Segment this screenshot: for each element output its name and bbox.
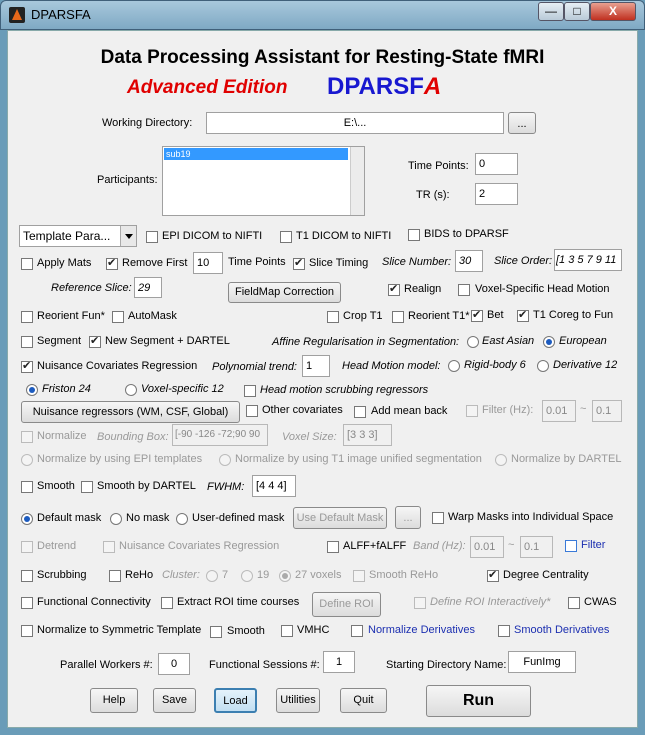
mask-browse-button[interactable]: ...	[395, 506, 421, 529]
help-button[interactable]: Help	[90, 688, 138, 713]
participants-label: Participants:	[97, 174, 158, 186]
epi-dicom-label: EPI DICOM to NIFTI	[162, 230, 263, 242]
crop-t1-label: Crop T1	[343, 310, 383, 322]
participant-item[interactable]: sub19	[164, 148, 348, 160]
european-radio[interactable]	[543, 336, 555, 348]
app-title: Data Processing Assistant for Resting-State fMRI	[100, 47, 545, 68]
smooth-derivatives-label: Smooth Derivatives	[514, 624, 610, 636]
save-button[interactable]: Save	[153, 688, 196, 713]
alff-checkbox[interactable]	[327, 541, 339, 553]
normalize-symmetric-label: Normalize to Symmetric Template	[37, 624, 202, 636]
cluster-label: Cluster:	[162, 569, 200, 581]
functional-sessions-label: Functional Sessions #:	[209, 659, 320, 671]
european-label: European	[559, 335, 607, 347]
time-points-input[interactable]: 0	[475, 153, 518, 175]
working-dir-input[interactable]: E:\...	[206, 112, 504, 134]
extract-roi-checkbox[interactable]	[161, 597, 173, 609]
smooth-derivatives-checkbox[interactable]	[498, 625, 510, 637]
add-mean-back-label: Add mean back	[371, 405, 448, 417]
normalize-epi-label: Normalize by using EPI templates	[37, 453, 203, 465]
bounding-box-input[interactable]: [-90 -126 -72;90 90	[172, 424, 268, 446]
reho-checkbox[interactable]	[109, 570, 121, 582]
warp-masks-label: Warp Masks into Individual Space	[448, 511, 614, 523]
quit-button[interactable]: Quit	[340, 688, 387, 713]
brand-text: DPARSF	[327, 73, 424, 100]
polynomial-trend-label: Polynomial trend:	[212, 361, 297, 373]
band-tilde: ~	[508, 539, 515, 551]
fieldmap-correction-button[interactable]: FieldMap Correction	[228, 282, 341, 303]
add-mean-back-checkbox[interactable]	[354, 406, 366, 418]
cluster-27-radio[interactable]	[279, 570, 291, 582]
remove-first-label: Remove First	[122, 257, 188, 269]
bet-label: Bet	[487, 309, 504, 321]
alff-filter-checkbox[interactable]	[565, 540, 577, 552]
t1-dicom-label: T1 DICOM to NIFTI	[296, 230, 392, 242]
functional-connectivity-label: Functional Connectivity	[37, 596, 151, 608]
warp-masks-checkbox[interactable]	[432, 512, 444, 524]
cluster-7-radio[interactable]	[206, 570, 218, 582]
vmhc-smooth-label: Smooth	[227, 625, 265, 637]
utilities-button[interactable]: Utilities	[276, 688, 320, 713]
scrubbing-regressors-checkbox[interactable]	[244, 385, 256, 397]
close-button[interactable]: X	[590, 2, 636, 21]
nuisance-regression-2-checkbox[interactable]	[103, 541, 115, 553]
cwas-label: CWAS	[584, 596, 617, 608]
voxel-size-label: Voxel Size:	[282, 431, 337, 443]
functional-sessions-input[interactable]: 1	[323, 651, 355, 673]
cwas-checkbox[interactable]	[568, 597, 580, 609]
t1-coreg-label: T1 Coreg to Fun	[533, 309, 614, 321]
use-default-mask-button[interactable]: Use Default Mask	[293, 507, 387, 529]
normalize-label: Normalize	[37, 430, 87, 442]
slice-timing-label: Slice Timing	[309, 257, 369, 269]
fwhm-input[interactable]: [4 4 4]	[252, 475, 296, 497]
epi-dicom-checkbox[interactable]	[146, 231, 158, 243]
nuisance-regression-checkbox[interactable]	[21, 361, 33, 373]
detrend-checkbox[interactable]	[21, 541, 33, 553]
time-points-unit-label: Time Points	[228, 256, 286, 268]
slice-number-input[interactable]: 30	[455, 250, 483, 272]
normalize-derivatives-label: Normalize Derivatives	[368, 624, 475, 636]
participants-list[interactable]	[162, 146, 365, 216]
parallel-workers-input[interactable]: 0	[158, 653, 190, 675]
slice-number-label: Slice Number:	[382, 256, 452, 268]
define-roi-interactively-label: Define ROI Interactively*	[430, 596, 551, 608]
smooth-reho-label: Smooth ReHo	[369, 569, 439, 581]
new-segment-dartel-checkbox[interactable]	[89, 336, 101, 348]
edition-label: Advanced Edition	[127, 77, 288, 98]
voxel-size-input[interactable]: [3 3 3]	[343, 424, 392, 446]
define-roi-button[interactable]: Define ROI	[312, 592, 381, 617]
filter-label: Filter (Hz):	[482, 404, 534, 416]
smooth-label: Smooth	[37, 480, 75, 492]
automask-checkbox[interactable]	[112, 311, 124, 323]
reference-slice-label: Reference Slice:	[51, 282, 132, 294]
normalize-dartel-radio[interactable]	[495, 454, 507, 466]
define-roi-interactively-checkbox[interactable]	[414, 597, 426, 609]
derivative-radio[interactable]	[537, 360, 549, 372]
band-high-input[interactable]: 0.1	[520, 536, 553, 558]
bet-checkbox[interactable]	[471, 310, 483, 322]
filter-tilde: ~	[580, 403, 587, 415]
other-covariates-checkbox[interactable]	[246, 405, 258, 417]
no-mask-radio[interactable]	[110, 513, 122, 525]
fwhm-label: FWHM:	[207, 481, 245, 493]
normalize-t1-label: Normalize by using T1 image unified segmentation	[235, 453, 482, 465]
reorient-fun-checkbox[interactable]	[21, 311, 33, 323]
cluster-19-radio[interactable]	[241, 570, 253, 582]
nuisance-regressors-button[interactable]: Nuisance regressors (WM, CSF, Global)	[21, 401, 240, 423]
starting-dir-input[interactable]: FunImg	[508, 651, 576, 673]
run-button[interactable]: Run	[426, 685, 531, 717]
east-asian-radio[interactable]	[467, 336, 479, 348]
t1-dicom-checkbox[interactable]	[280, 231, 292, 243]
matlab-icon	[9, 7, 25, 23]
voxel-head-motion-checkbox[interactable]	[458, 284, 470, 296]
detrend-label: Detrend	[37, 540, 77, 552]
remove-first-checkbox[interactable]	[106, 258, 118, 270]
apply-mats-checkbox[interactable]	[21, 258, 33, 270]
normalize-symmetric-checkbox[interactable]	[21, 625, 33, 637]
brand-suffix: A	[423, 73, 442, 100]
normalize-epi-radio[interactable]	[21, 454, 33, 466]
slice-order-input[interactable]: [1 3 5 7 9 11	[554, 249, 622, 271]
friston-label: Friston 24	[42, 383, 91, 395]
user-mask-radio[interactable]	[176, 513, 188, 525]
cluster-7-label: 7	[222, 569, 229, 581]
cluster-27-label: 27 voxels	[295, 569, 342, 581]
nuisance-regression-label: Nuisance Covariates Regression	[37, 360, 198, 372]
reorient-t1-label: Reorient T1*	[408, 310, 470, 322]
other-covariates-label: Other covariates	[262, 404, 343, 416]
cluster-19-label: 19	[257, 569, 270, 581]
tr-input[interactable]: 2	[475, 183, 518, 205]
smooth-dartel-checkbox[interactable]	[81, 481, 93, 493]
derivative-label: Derivative 12	[553, 359, 618, 371]
crop-t1-checkbox[interactable]	[327, 311, 339, 323]
working-dir-label: Working Directory:	[102, 117, 193, 129]
smooth-dartel-label: Smooth by DARTEL	[97, 480, 196, 492]
normalize-derivatives-checkbox[interactable]	[351, 625, 363, 637]
bids-checkbox[interactable]	[408, 229, 420, 241]
user-mask-label: User-defined mask	[192, 512, 285, 524]
working-dir-browse-button[interactable]: ...	[508, 112, 536, 134]
smooth-checkbox[interactable]	[21, 481, 33, 493]
reorient-t1-checkbox[interactable]	[392, 311, 404, 323]
segment-label: Segment	[37, 335, 82, 347]
affine-regularisation-label: Affine Regularisation in Segmentation:	[272, 336, 460, 348]
functional-connectivity-checkbox[interactable]	[21, 597, 33, 609]
bids-label: BIDS to DPARSF	[424, 228, 509, 240]
alff-label: ALFF+fALFF	[343, 540, 407, 552]
rigid-body-radio[interactable]	[448, 360, 460, 372]
slice-timing-checkbox[interactable]	[293, 258, 305, 270]
alff-filter-label: Filter	[581, 539, 606, 551]
voxel-head-motion-label: Voxel-Specific Head Motion	[475, 283, 610, 295]
head-motion-model-label: Head Motion model:	[342, 360, 441, 372]
time-points-label: Time Points:	[408, 160, 469, 172]
t1-coreg-checkbox[interactable]	[517, 310, 529, 322]
title-bar	[0, 0, 645, 30]
vmhc-smooth-checkbox[interactable]	[210, 626, 222, 638]
new-segment-dartel-label: New Segment + DARTEL	[105, 335, 230, 347]
band-label: Band (Hz):	[413, 540, 466, 552]
polynomial-trend-input[interactable]: 1	[302, 355, 330, 377]
normalize-dartel-label: Normalize by DARTEL	[511, 453, 622, 465]
no-mask-label: No mask	[126, 512, 170, 524]
scrubbing-checkbox[interactable]	[21, 570, 33, 582]
reho-label: ReHo	[125, 569, 154, 581]
friston-radio[interactable]	[26, 384, 38, 396]
template-value: Template Para...	[23, 229, 111, 243]
scrubbing-label: Scrubbing	[37, 569, 87, 581]
default-mask-radio[interactable]	[21, 513, 33, 525]
east-asian-label: East Asian	[482, 335, 535, 347]
band-low-input[interactable]: 0.01	[470, 536, 504, 558]
scrubbing-regressors-label: Head motion scrubbing regressors	[260, 384, 429, 396]
degree-centrality-label: Degree Centrality	[503, 569, 589, 581]
filter-high-input[interactable]: 0.1	[592, 400, 622, 422]
template-dropdown[interactable]	[19, 225, 137, 247]
automask-label: AutoMask	[128, 310, 177, 322]
smooth-reho-checkbox[interactable]	[353, 570, 365, 582]
rigid-body-label: Rigid-body 6	[464, 359, 526, 371]
realign-checkbox[interactable]	[388, 284, 400, 296]
voxel-specific-label: Voxel-specific 12	[141, 383, 224, 395]
tr-label: TR (s):	[416, 189, 450, 201]
degree-centrality-checkbox[interactable]	[487, 570, 499, 582]
normalize-checkbox[interactable]	[21, 431, 33, 443]
parallel-workers-label: Parallel Workers #:	[60, 659, 153, 671]
reference-slice-input[interactable]: 29	[134, 277, 162, 298]
reorient-fun-label: Reorient Fun*	[37, 310, 105, 322]
extract-roi-label: Extract ROI time courses	[177, 596, 300, 608]
maximize-button[interactable]: □	[564, 2, 590, 21]
slice-order-label: Slice Order:	[494, 255, 553, 267]
brand-logo	[327, 73, 441, 101]
segment-checkbox[interactable]	[21, 336, 33, 348]
voxel-specific-radio[interactable]	[125, 384, 137, 396]
nuisance-regression-2-label: Nuisance Covariates Regression	[119, 540, 280, 552]
normalize-t1-radio[interactable]	[219, 454, 231, 466]
load-button[interactable]: Load	[214, 688, 257, 713]
vmhc-label: VMHC	[297, 624, 330, 636]
default-mask-label: Default mask	[37, 512, 102, 524]
participants-scrollbar[interactable]	[350, 147, 364, 215]
window-title: DPARSFA	[31, 7, 91, 22]
starting-dir-label: Starting Directory Name:	[386, 659, 507, 671]
minimize-button[interactable]: —	[538, 2, 564, 21]
vmhc-checkbox[interactable]	[281, 625, 293, 637]
filter-low-input[interactable]: 0.01	[542, 400, 576, 422]
chevron-down-icon	[120, 226, 136, 246]
apply-mats-label: Apply Mats	[37, 257, 92, 269]
bounding-box-label: Bounding Box:	[97, 431, 169, 443]
realign-label: Realign	[404, 283, 442, 295]
remove-first-input[interactable]: 10	[193, 252, 223, 274]
filter-checkbox[interactable]	[466, 405, 478, 417]
